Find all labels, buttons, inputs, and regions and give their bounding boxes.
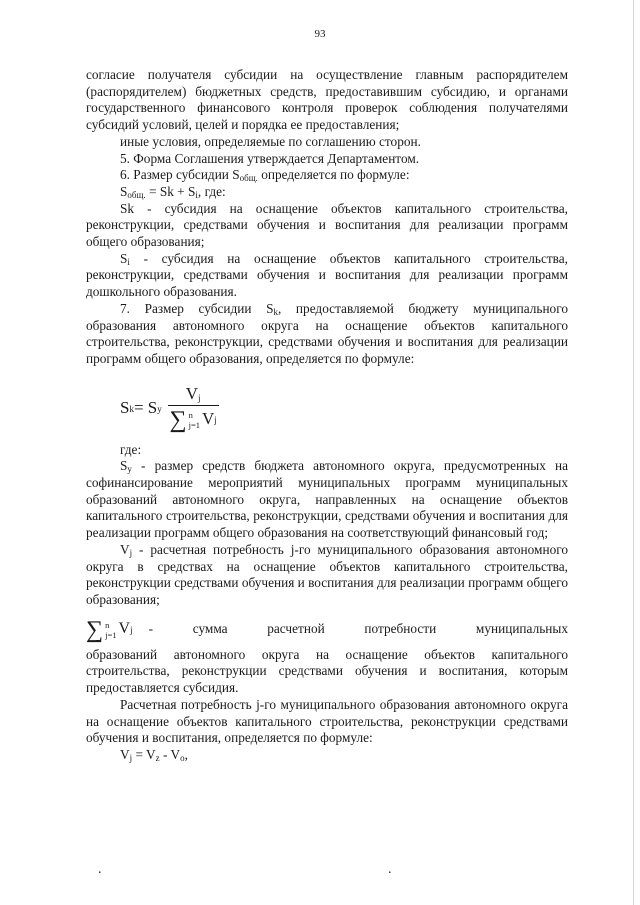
- sum-definition-line: [86, 613, 568, 647]
- definition-sy: $S_y$ - размер средств бюджета автономного округа, предусмотренных на софинансирование мероприятий муниципальных программ муниципальных образований автономного округа, направленных на оснащение объектов капитального строительства, реконструкции, средствами обучения и воспитания для реализации программ общего образования на соответствующий финансовый год;: [86, 458, 568, 541]
- paragraph-other-conditions: иные условия, определяемые по соглашению сторон.: [120, 133, 421, 149]
- definition-si: $S_i$ - субсидия на оснащение объектов капитального строительства, реконструкции, средствами обучения и воспитания для реализации программ дошкольного образования.: [86, 250, 568, 300]
- sum-formula: ∑ n j=1 V j: [86, 616, 133, 643]
- paragraph-item-5: 5. Форма Соглашения утверждается Департаментом.: [120, 150, 420, 166]
- formula-vj: $V_j = V_z - V_o$,: [120, 746, 188, 763]
- sigma-symbol: ∑: [169, 406, 187, 433]
- sum-limits: n j=1: [188, 409, 201, 430]
- footer-mark-left: .: [98, 862, 102, 877]
- paragraph-consent: согласие получателя субсидии на осуществление главным распорядителем (распорядителем) бюджетных средств, предоставившим субсидию, и органами государственного финансового контроля проверок соблюдения получателями субсидий условий, целей и порядка ее предоставления;: [86, 67, 568, 133]
- definition-vj: $V_j$ - расчетная потребность j-го муниципального образования автономного округа в средствах на оснащение объектов капитального строительства, реконструкции средствами обучения и воспитания для реализации программ общего образования;: [86, 541, 568, 607]
- paragraph-item-6: 6. Размер субсидии $S_{общ.}$ определяется по формуле:: [120, 167, 410, 184]
- paragraph-need-calculation: Расчетная потребность j-го муниципального образования автономного округа на оснащение объектов капитального строительства, реконструкции средствами обучения и воспитания, определяется по формуле:: [86, 696, 568, 746]
- sigma-symbol: ∑: [86, 616, 104, 643]
- sum-limits: n j=1: [105, 619, 117, 640]
- document-body: [86, 67, 568, 764]
- page-number: 93: [314, 28, 326, 40]
- paragraph-item-7: 7. Размер субсидии $S_k$, предоставляемой бюджету муниципального образования автономного округа на оснащение объектов капитального строительства, реконструкции, средствами обучения и воспитания для реализации программ общего образования, определяется по формуле:: [86, 300, 568, 366]
- sum-description-continued: образований автономного округа на оснащение объектов капитального строительства, реконструкции средствами обучения и воспитания, которым предоставляется субсидия.: [86, 646, 568, 696]
- definition-sk: Sk - субсидия на оснащение объектов капитального строительства, реконструкции, средствами обучения и воспитания для реализации программ общего образования;: [86, 200, 568, 250]
- where-label: где:: [120, 441, 142, 457]
- fraction-denominator: ∑ n j=1 V j: [169, 406, 217, 433]
- formula-total-subsidy: $S_{общ.} = Sk + S_i$, где:: [120, 183, 226, 200]
- scan-edge-line: [633, 0, 634, 905]
- footer-mark-right: .: [388, 862, 392, 877]
- fraction-numerator: $V_j$: [168, 386, 219, 406]
- sum-description-start: - сумма расчетной потребности муниципальных: [148, 621, 568, 637]
- formula-sk: S k = S y $V_j$ ∑ n j=1 V j: [120, 383, 217, 433]
